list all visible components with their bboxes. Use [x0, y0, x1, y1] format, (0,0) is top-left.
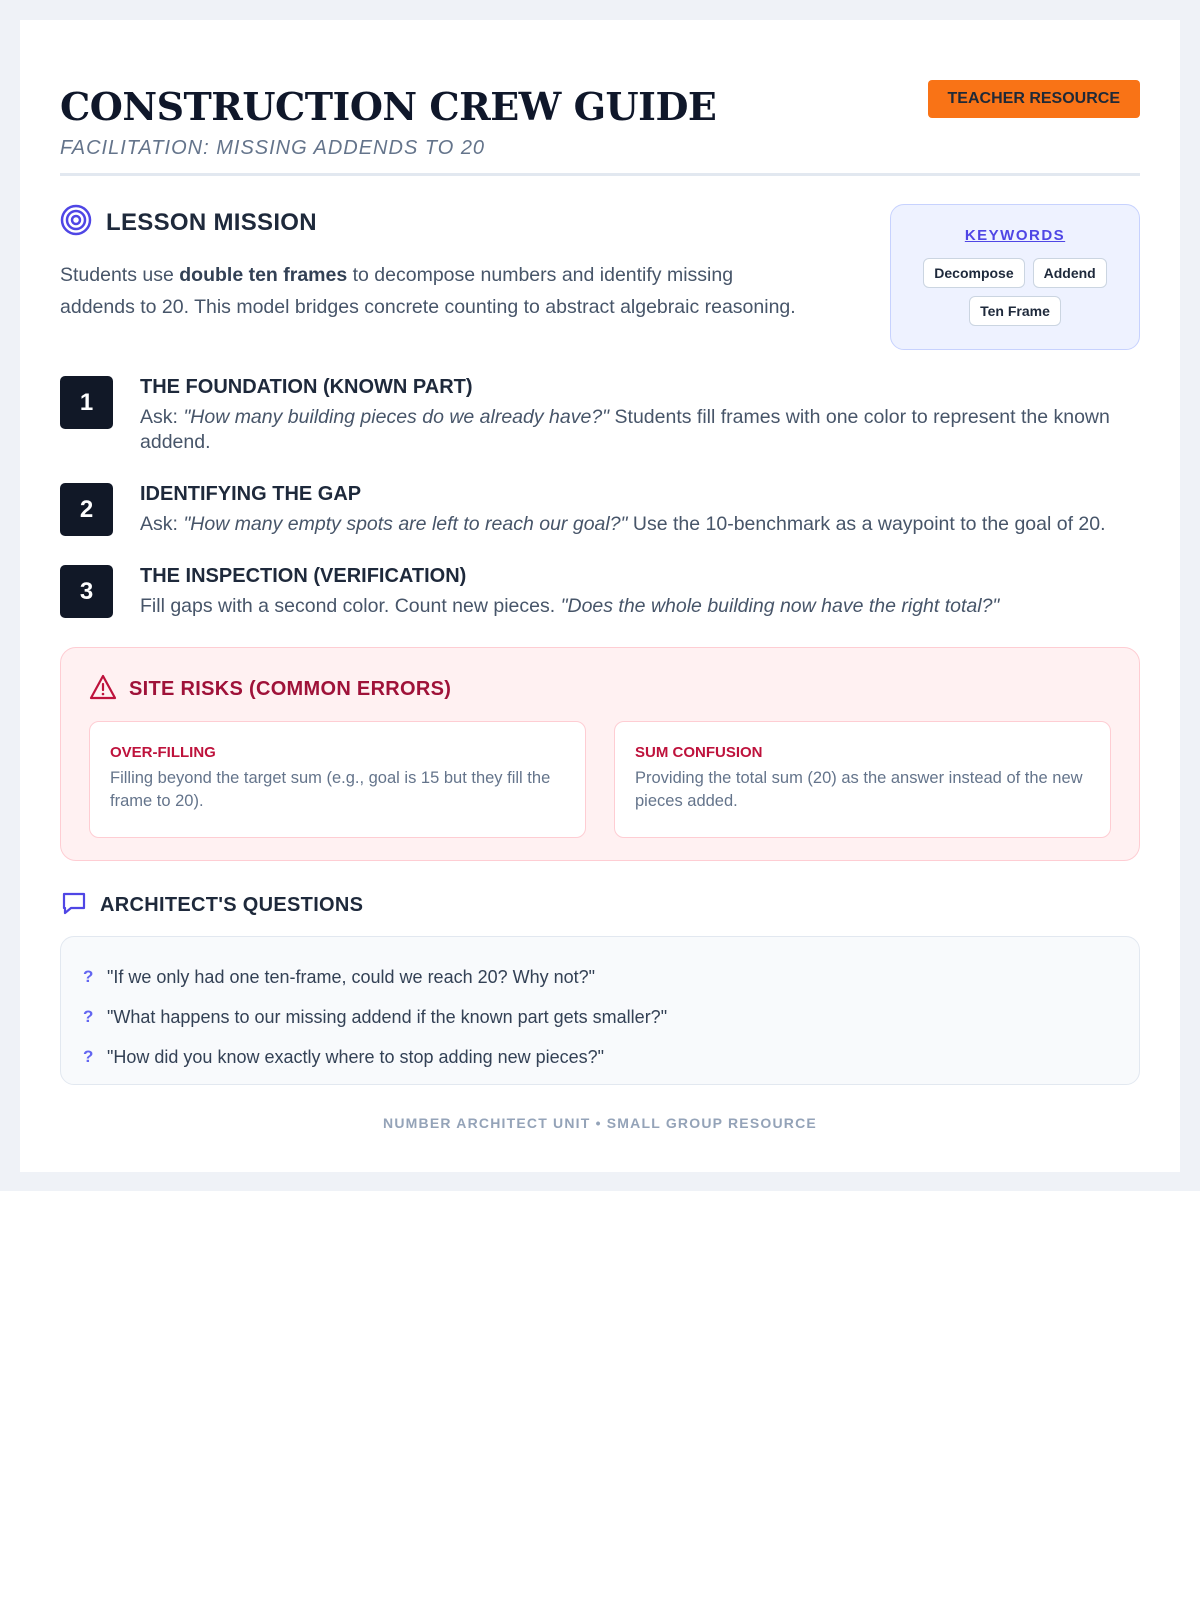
step-number: 2: [60, 483, 113, 536]
step-body: [140, 376, 1140, 455]
step-prefix: Fill gaps with a second color. Count new pieces.: [140, 595, 561, 617]
page-subtitle: FACILITATION: MISSING ADDENDS TO 20: [60, 137, 486, 159]
mission-text: [60, 259, 800, 323]
questions-heading: ARCHITECT'S QUESTIONS: [100, 894, 364, 916]
step-suffix: Students fill frames with one color to represent the known addend.: [140, 406, 1110, 453]
question-marker: ?: [83, 1007, 94, 1026]
step-body: [140, 483, 1106, 537]
keywords-title: KEYWORDS: [964, 227, 1066, 244]
footer: NUMBER ARCHITECT UNIT • SMALL GROUP RESOURCE: [383, 1115, 817, 1131]
mission-heading: LESSON MISSION: [106, 208, 317, 236]
risk-card: [89, 721, 586, 838]
keyword-chip: Addend: [1033, 258, 1107, 288]
step-number: 1: [60, 376, 113, 429]
step-item: [60, 483, 1140, 537]
question-text: "What happens to our missing addend if the known part gets smaller?": [107, 1006, 668, 1027]
question-marker: ?: [83, 1047, 94, 1066]
keyword-chip: Decompose: [923, 258, 1024, 288]
site-risks-panel: [60, 647, 1140, 861]
step-prefix: Ask:: [140, 406, 184, 428]
teacher-resource-badge: TEACHER RESOURCE: [928, 80, 1140, 118]
risk-text: Providing the total sum (20) as the answer instead of the new pieces added.: [635, 769, 1083, 810]
steps-list: [60, 376, 1140, 619]
guide-sheet: [20, 20, 1180, 1172]
step-title: THE INSPECTION (VERIFICATION): [140, 565, 467, 587]
risk-text: Filling beyond the target sum (e.g., goal is 15 but they fill the frame to 20).: [110, 769, 551, 810]
step-quote: "Does the whole building now have the right total?": [560, 595, 1000, 617]
risk-cards: [89, 721, 1111, 838]
question-text: "If we only had one ten-frame, could we reach 20? Why not?": [107, 966, 596, 987]
step-text: [140, 405, 1140, 455]
step-quote: "How many building pieces do we already have?": [183, 406, 610, 428]
step-item: [60, 376, 1140, 455]
question-marker: ?: [83, 967, 94, 986]
step-number: 3: [60, 565, 113, 618]
risk-title: OVER-FILLING: [110, 744, 216, 761]
question-item: [83, 957, 1117, 997]
step-title: THE FOUNDATION (KNOWN PART): [140, 376, 473, 398]
risks-heading-row: [89, 674, 1111, 705]
mission-text-start: Students use: [60, 264, 180, 286]
step-prefix: Ask:: [140, 513, 184, 535]
question-item: [83, 1037, 1117, 1077]
target-icon: [60, 204, 92, 241]
questions-heading-row: [60, 889, 1140, 922]
risk-card: [614, 721, 1111, 838]
mission-text-end: to decompose numbers and identify missing addends to 20. This model bridges concrete counting to abstract algebraic reasoning.: [60, 264, 796, 318]
lesson-mission-section: [60, 204, 1140, 348]
step-body: [140, 565, 999, 619]
step-text: [140, 512, 1106, 537]
questions-list: [60, 936, 1140, 1085]
question-text: "How did you know exactly where to stop adding new pieces?": [107, 1046, 605, 1067]
step-quote: "How many empty spots are left to reach our goal?": [183, 513, 628, 535]
header: [60, 68, 1140, 176]
keywords-box: [890, 204, 1140, 350]
risks-heading: SITE RISKS (COMMON ERRORS): [129, 678, 452, 700]
mission-text-emphasis: double ten frames: [179, 264, 348, 286]
warning-icon: [89, 674, 117, 705]
step-item: [60, 565, 1140, 619]
step-suffix: Use the 10-benchmark as a waypoint to the goal of 20.: [627, 513, 1106, 535]
step-title: IDENTIFYING THE GAP: [140, 483, 362, 505]
keyword-chips: [891, 258, 1139, 326]
chat-icon: [60, 889, 88, 922]
risk-title: SUM CONFUSION: [635, 744, 763, 761]
question-item: [83, 997, 1117, 1037]
page-title: CONSTRUCTION CREW GUIDE: [60, 84, 717, 129]
step-text: [140, 594, 999, 619]
keyword-chip: Ten Frame: [969, 296, 1061, 326]
